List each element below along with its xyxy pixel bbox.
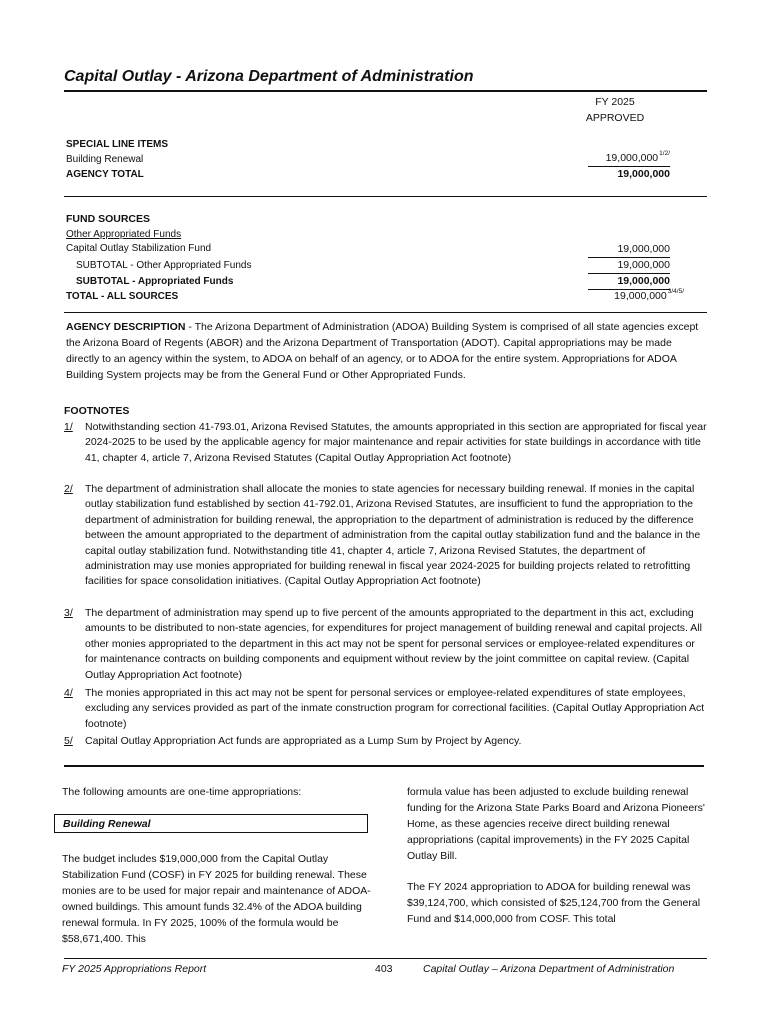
building-renewal-box-heading: Building Renewal (54, 814, 368, 833)
column-header-status: APPROVED (585, 112, 645, 124)
agency-description-text: - The Arizona Department of Administration (ADOA) Building System is comprised of all state agencies except the Arizona Board of Regents (ABOR) and the Arizona Department of Transportation (ADOT). Capital appropriations may be made directly to an agency within the system, to ADOA on behalf of an agency, or to ADOA for the entire system. Appropriations for ADOA Building System projects may be from the General Fund or Other Appropriated Funds. (66, 321, 699, 381)
footnote-item (64, 686, 709, 732)
building-renewal-value: $19,000,000^{1/2/}$ (605, 150, 670, 164)
footnote-item (64, 482, 709, 590)
right-column-para-2: The FY 2024 appropriation to ADOA for building renewal was $39,124,700, which consisted of $25,124,700 from the General Fund and $14,000,000 from COSF. This total (407, 881, 701, 925)
agency-total-label: AGENCY TOTAL (66, 169, 144, 180)
section-divider (64, 312, 707, 313)
one-time-intro: The following amounts are one-time appropriations: (62, 786, 302, 798)
sum-line (588, 273, 670, 274)
footer-section-title: Capital Outlay – Arizona Department of Administration (423, 963, 675, 975)
subtotal-other-value: 19,000,000 (617, 259, 670, 271)
sum-line (588, 166, 670, 167)
footnote-item (64, 606, 709, 683)
sum-line (588, 257, 670, 258)
other-appropriated-heading: Other Appropriated Funds (66, 229, 182, 240)
subtotal-appropriated-value: 19,000,000 (617, 275, 670, 287)
left-column-body: The budget includes $19,000,000 from the Capital Outlay Stabilization Fund (COSF) in FY 2025 for building renewal. These monies are to be used for major repair and maintenance of ADOA-owned buildings. This amount funds 32.4% of the ADOA building renewal formula. In FY 2025, 100% of the formula would be $58,671,400. This (62, 853, 371, 945)
subtotal-appropriated-label: SUBTOTAL - Appropriated Funds (76, 276, 234, 287)
column-header-year: FY 2025 (595, 96, 635, 108)
building-renewal-label: Building Renewal (66, 154, 144, 165)
footnote-text: The monies appropriated in this act may not be spent for personal services or employee-related expenditures of state employees, excluding any services provided as part of the inmate construction program for correctional facilities. (Capital Outlay Appropriation Act footnote) (85, 687, 705, 730)
footnote-number: 3/ (64, 607, 73, 619)
page-number: 403 (375, 963, 393, 975)
stabilization-fund-value: 19,000,000 (617, 243, 670, 255)
right-column-para-1: formula value has been adjusted to exclude building renewal funding for the Arizona State Parks Board and Arizona Pioneers' Home, as these agencies receive direct building renewal appropriations (capital improvements) in the FY 2025 Capital Outlay Bill. (407, 786, 705, 862)
footnote-number: 4/ (64, 687, 73, 699)
agency-description-label: AGENCY DESCRIPTION (66, 321, 186, 333)
fund-sources-heading: FUND SOURCES (66, 213, 151, 225)
agency-total-value: 19,000,000 (617, 168, 670, 180)
footnotes-heading: FOOTNOTES (64, 405, 130, 417)
page-title: Capital Outlay - Arizona Department of Administration (64, 68, 474, 85)
footnote-text: The department of administration may spend up to five percent of the amounts appropriated to the department in this act, excluding amounts to be distributed to non-state agencies, for expenditures for project management of building renewal and capital projects. All other monies appropriated to the department in this act may not be spent for personal services or employee-related expenditures or for maintenance contracts on building components and equipment without review by the joint committee on capital review. (Capital Outlay Appropriation Act footnote) (85, 607, 702, 681)
section-divider (64, 196, 707, 197)
footnote-number: 1/ (64, 421, 73, 433)
stabilization-fund-label: Capital Outlay Stabilization Fund (66, 243, 212, 254)
total-footnote-refs: 3/4/5/ (667, 288, 684, 295)
footnote-text: Notwithstanding section 41-793.01, Arizona Revised Statutes, the amounts appropriated in this section are appropriated for fiscal year 2024-2025 to be used by the applicable agency for major maintenance and repair activities for state buildings in accordance with title 41, chapter 4, article 7, Arizona Revised Statutes (Capital Outlay Appropriation Act footnote) (85, 421, 707, 464)
footnote-item (64, 734, 709, 749)
total-all-sources-label: TOTAL - ALL SOURCES (66, 291, 179, 302)
footer-rule (64, 958, 707, 959)
title-rule (64, 90, 707, 92)
footer-report-title: FY 2025 Appropriations Report (62, 963, 207, 975)
footnote-number: 2/ (64, 483, 73, 495)
special-line-items-heading: SPECIAL LINE ITEMS (66, 139, 169, 150)
footnote-text: Capital Outlay Appropriation Act funds are appropriated as a Lump Sum by Project by Agency. (85, 735, 522, 747)
footnote-number: 5/ (64, 735, 73, 747)
total-all-sources-value: $19,000,000^{3/4/5/}$ (614, 288, 684, 302)
building-renewal-footnote-refs: 1/2/ (659, 150, 670, 157)
footnote-item (64, 420, 709, 466)
agency-description (66, 319, 706, 383)
footnote-text: The department of administration shall allocate the monies to state agencies for necessary building renewal. If monies in the capital outlay stabilization fund established by section 41-792.01, Arizona Revised Statutes, are insufficient to fund the appropriation to the department of administration for building renewal, the appropriation to the department of administration is reduced by the difference between the amount appropriated to the department of administration from the capital outlay stabilization fund and the balance in the capital outlay stabilization fund. Notwithstanding title 41, chapter 4, article 7, Arizona Revised Statutes, the department of administration may use monies appropriated for building renewal in fiscal year 2024-2025 for building projects related to retrofitting facilities for space consolidation initiatives. (Capital Outlay Appropriation Act footnote) (85, 483, 701, 588)
section-divider (64, 765, 704, 767)
subtotal-other-label: SUBTOTAL - Other Appropriated Funds (76, 260, 252, 271)
